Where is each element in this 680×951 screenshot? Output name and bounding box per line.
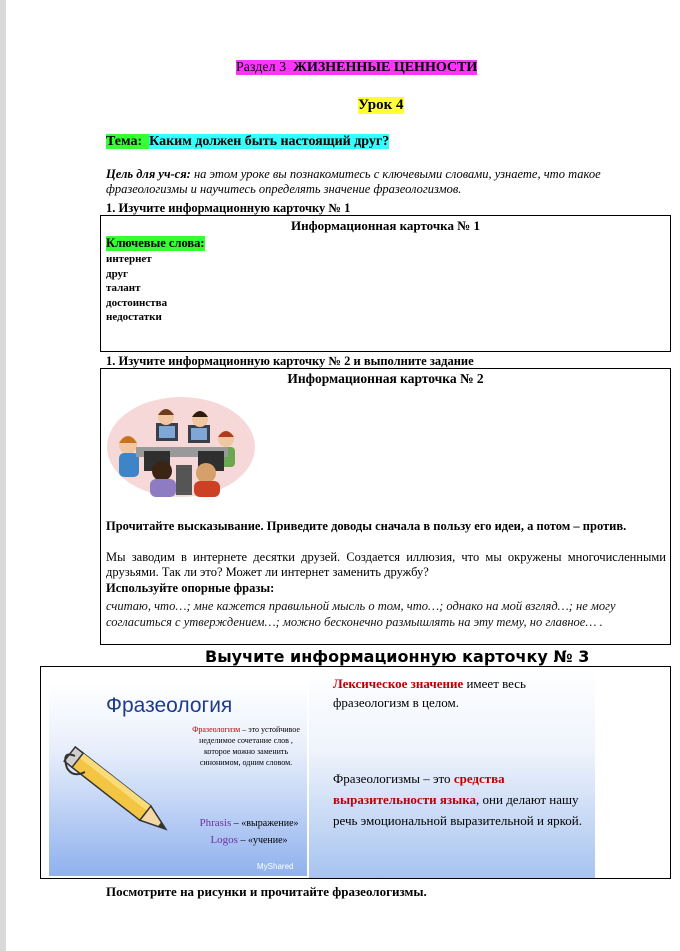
section-title: ЖИЗНЕННЫЕ ЦЕННОСТИ <box>293 60 478 75</box>
expressive-start: Фразеологизмы – это <box>333 771 454 786</box>
slide-1-definition <box>189 724 303 768</box>
info-card-1 <box>100 215 671 352</box>
etym-word-1: Phrasis <box>199 817 232 829</box>
expressive-term: средства выразительности языка <box>333 771 505 807</box>
slide-2-expressive <box>333 768 585 831</box>
keyword-item: талант <box>106 282 141 294</box>
goal-text: на этом уроке вы познакомитесь с ключевыми словами, узнаете, что такое фразеологизмы и научитесь определять значение фразеологизмов. <box>106 167 601 196</box>
keyword-item: достоинства <box>106 296 168 309</box>
page-edge <box>0 0 6 951</box>
lexical-term: Лексическое значение <box>333 676 464 691</box>
step-2-instruction: 1. Изучите информационную карточку № 2 и выполните задание <box>106 354 474 368</box>
step-3-heading: Выучите информационную карточку № 3 <box>205 647 590 666</box>
card-1-title: Информационная карточка № 1 <box>290 218 481 233</box>
section-heading <box>236 60 477 76</box>
etym-meaning-2: – «учение» <box>237 835 288 846</box>
lesson-number: Урок 4 <box>358 97 404 113</box>
keyword-item: друг <box>106 267 129 280</box>
lesson-goal <box>106 167 646 197</box>
slide-2-lexical <box>333 674 583 712</box>
slide-1-etymology <box>199 815 299 849</box>
topic-label: Тема: <box>106 134 143 149</box>
lexical-text: имеет весь фразеологизм в целом. <box>333 676 526 710</box>
topic-line <box>106 134 389 150</box>
topic-text: Каким должен быть настоящий друг? <box>149 134 390 149</box>
keyword-item: недостатки <box>106 311 162 323</box>
card-2-quote: Мы заводим в интернете десятки друзей. Создается иллюзия, что мы окружены многочисленными друзьями. Так ли это? Может ли интернет заменить дружбу? <box>106 550 666 579</box>
slide-phraseology <box>49 684 307 876</box>
etym-meaning-1: – «выражение» <box>231 818 299 829</box>
etym-word-2: Logos <box>210 834 238 846</box>
definition-text: – это устойчивое неделимое сочетание слов , которое можно заменить синонимом, одним словом. <box>199 725 300 767</box>
slide-1-title: Фразеология <box>106 694 233 717</box>
slide-watermark: MyShared <box>257 862 294 871</box>
step-1-instruction: 1. Изучите информационную карточку № 1 <box>106 201 351 215</box>
expressive-end: , они делают нашу речь эмоциональной выразительной и яркой. <box>333 792 583 828</box>
goal-label: Цель для уч-ся: <box>106 167 191 181</box>
info-card-3 <box>40 666 671 879</box>
keywords-block <box>106 234 205 325</box>
card-2-title: Информационная карточка № 2 <box>287 371 484 386</box>
section-prefix: Раздел 3 <box>236 60 287 75</box>
definition-term: Фразеологизм <box>192 725 241 734</box>
pencil-icon <box>57 736 192 851</box>
card-2-task: Прочитайте высказывание. Приведите доводы сначала в пользу его идеи, а потом – против. <box>106 519 627 533</box>
keyword-item: интернет <box>106 253 152 265</box>
footer-instruction: Посмотрите на рисунки и прочитайте фразеологизмы. <box>106 884 427 899</box>
kids-computers-illustration <box>106 395 256 500</box>
info-card-2 <box>100 368 671 645</box>
card-2-phrases: считаю, что…; мне кажется правильной мысль о том, что…; однако на мой взгляд…; не могу согласиться с утверждением…; можно бесконечно размышлять на эту тему, но главное… . <box>106 599 616 629</box>
slide-lexical-meaning <box>309 668 595 878</box>
keywords-label: Ключевые слова: <box>106 236 205 250</box>
card-2-phrases-label: Используйте опорные фразы: <box>106 581 275 595</box>
